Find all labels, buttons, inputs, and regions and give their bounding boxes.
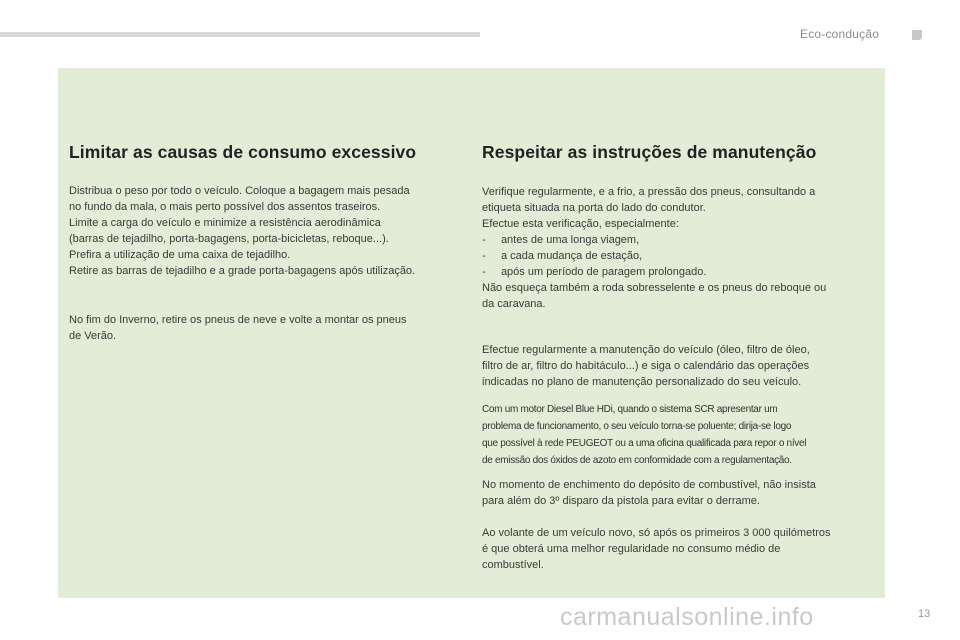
text-line: Limite a carga do veículo e minimize a resistência aerodinâmica [69,217,381,229]
list-item: - após um período de paragem prolongado. [482,266,707,278]
text-line: Retire as barras de tejadilho e a grade porta-bagagens após utilização. [69,265,416,277]
text-line: combustível. [482,559,544,571]
left-heading: Limitar as causas de consumo excessivo [69,142,417,162]
text-line: Não esqueça também a roda sobresselente e os pneus do reboque ou [482,282,827,294]
page-corner-marker [912,30,922,40]
text-line: Ao volante de um veículo novo, só após os primeiros 3 000 quilómetros [482,527,831,539]
header-rule [0,32,480,37]
list-item: - a cada mudança de estação, [482,250,643,262]
page-number: 13 [918,608,931,620]
text-line: filtro de ar, filtro do habitáculo...) e siga o calendário das operações [482,360,810,372]
text-line: Prefira a utilização de uma caixa de tejadilho. [69,249,291,261]
text-line: de Verão. [69,330,117,342]
text-line: Distribua o peso por todo o veículo. Coloque a bagagem mais pesada [69,185,410,197]
list-item: - antes de uma longa viagem, [482,234,640,246]
scr-warning-note [482,401,806,469]
text-line: No fim do Inverno, retire os pneus de neve e volte a montar os pneus [69,314,407,326]
text-line: é que obterá uma melhor regularidade no consumo médio de [482,543,781,555]
right-paragraph-3 [482,477,816,509]
text-line: etiqueta situada na porta do lado do condutor. [482,202,706,214]
content-panel [58,68,885,598]
left-paragraph-2 [69,312,407,344]
text-line: problema de funcionamento, o seu veículo torna-se poluente; dirija-se logo [482,421,792,432]
right-paragraph-1 [482,184,826,312]
text-line: (barras de tejadilho, porta-bagagens, porta-bicicletas, reboque...). [69,233,389,245]
right-paragraph-4 [482,525,831,573]
section-title: Eco-condução [800,27,880,41]
text-line: no fundo da mala, o mais perto possível dos assentos traseiros. [69,201,381,213]
right-paragraph-2 [482,342,810,390]
text-line: indicadas no plano de manutenção personalizado do seu veículo. [482,376,802,388]
text-line: Efectue regularmente a manutenção do veículo (óleo, filtro de óleo, [482,344,810,356]
text-line: Efectue esta verificação, especialmente: [482,218,679,230]
text-line: para além do 3º disparo da pistola para evitar o derrame. [482,495,760,507]
left-paragraph-1 [69,183,415,279]
text-line: da caravana. [482,298,546,310]
text-line: Com um motor Diesel Blue HDi, quando o sistema SCR apresentar um [482,404,778,415]
text-line: Verifique regularmente, e a frio, a pressão dos pneus, consultando a [482,186,816,198]
right-heading: Respeitar as instruções de manutenção [482,142,817,162]
text-line: No momento de enchimento do depósito de combustível, não insista [482,479,816,491]
text-line: de emissão dos óxidos de azoto em conformidade com a regulamentação. [482,455,792,466]
text-line: que possível à rede PEUGEOT ou a uma oficina qualificada para repor o nível [482,438,807,449]
watermark: carmanualsonline.info [560,603,814,631]
